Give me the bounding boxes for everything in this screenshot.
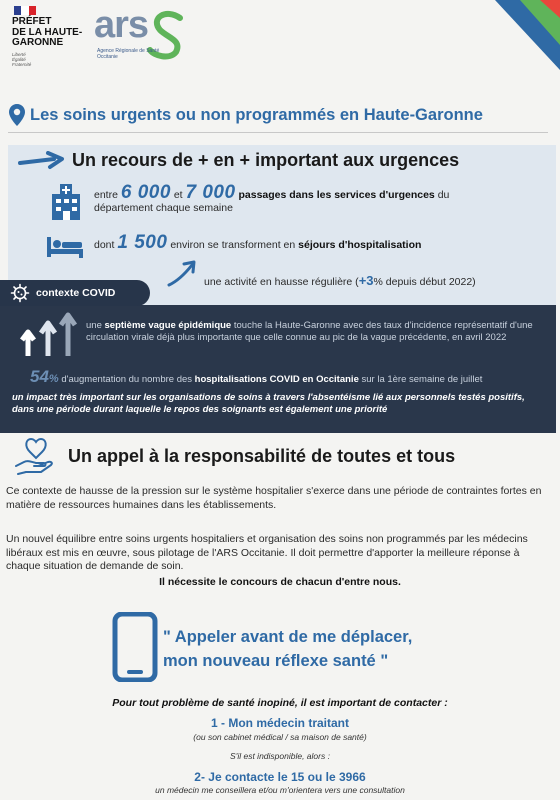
- highlight: septième vague épidémique: [104, 320, 232, 331]
- arrow-right-icon: [18, 151, 66, 171]
- prefet-line: GARONNE: [12, 37, 64, 48]
- corner-decoration: [465, 0, 560, 80]
- devise-line: Liberté: [12, 52, 26, 57]
- covid-impact: un impact très important sur les organisations de soins à travers l'absentéisme lié aux personnels testés positifs, dans une période durant laquelle le repos des soignants est également une priorité: [12, 392, 525, 415]
- step-one: 1 - Mon médecin traitant: [210, 716, 350, 730]
- text: touche la Haute-Garonne avec des taux d'incidence représentatif d'une circulation virale déjà plus importante que celle connue au pic de la vague précédente, en avril 2022: [86, 320, 533, 343]
- text: dont: [94, 239, 115, 251]
- text: et: [173, 189, 183, 201]
- prefet-line: PRÉFET: [12, 16, 52, 27]
- text: % depuis début 2022): [373, 276, 476, 288]
- section-heading-text: Un appel à la responsabilité de toutes et tous: [68, 445, 456, 466]
- ars-subtitle-line: Agence Régionale de Santé: [97, 48, 160, 54]
- ars-logo: [94, 4, 184, 63]
- highlight: hospitalisations COVID en Occitanie: [194, 374, 359, 385]
- stat-number: 6 000: [120, 182, 171, 203]
- covid-percent-line: [30, 367, 556, 387]
- covid-tag-label: contexte COVID: [36, 287, 116, 299]
- text: département chaque semaine: [94, 202, 233, 214]
- paragraph: Ce contexte de hausse de la pression sur le système hospitalier s'exerce dans une période de contraintes fortes en matière de ressources humaines dans les établissements.: [6, 485, 542, 511]
- section-heading: [18, 150, 459, 171]
- page-title-text: Les soins urgents ou non programmés en Haute-Garonne: [30, 105, 483, 124]
- map-pin-icon: [8, 103, 26, 127]
- section-heading: [14, 436, 455, 476]
- prefet-line: DE LA HAUTE-: [12, 26, 83, 38]
- stat-number: 54: [30, 367, 49, 386]
- section-heading-text: Un recours de + en + important aux urgences: [72, 150, 460, 170]
- bed-icon: [46, 234, 84, 258]
- devise-line: Fraternité: [12, 62, 32, 67]
- heart-hand-icon: [14, 436, 58, 476]
- smartphone-icon: [112, 612, 158, 682]
- prefet-logo: [12, 17, 82, 49]
- hospitalisation-line: [94, 232, 549, 253]
- fallback-text: S'il est indisponible, alors :: [230, 751, 330, 761]
- paragraph: Un nouvel équilibre entre soins urgents hospitaliers et organisation des soins non programmés par les médecins libéraux est mis en œuvre, sous pilotage de l'ARS Occitanie. Il doit permettre d'apporter la meilleure réponse à chaque situation de demande de soin.: [6, 533, 528, 572]
- ars-wordmark: ars: [94, 4, 149, 46]
- slogan-line: " Appeler avant de me déplacer,: [163, 628, 413, 646]
- hausse-line: [204, 274, 544, 289]
- stat-number: +3: [358, 273, 374, 288]
- contact-intro: Pour tout problème de santé inopiné, il est important de contacter :: [112, 697, 448, 709]
- step-one-detail: (ou son cabinet médical / sa maison de santé): [193, 732, 367, 742]
- devise: [12, 52, 31, 67]
- call-to-action: Il nécessite le concours de chacun d'entre nous.: [159, 576, 401, 588]
- covid-paragraph: [86, 320, 552, 343]
- stat-unit: %: [48, 373, 59, 385]
- hospital-icon: [48, 182, 84, 222]
- text: entre: [94, 189, 118, 201]
- divider: [8, 132, 548, 133]
- step-two-detail: un médecin me conseillera et/ou m'orientera vers une consultation: [155, 785, 405, 795]
- header: [0, 0, 560, 95]
- text: une: [86, 320, 102, 331]
- devise-line: Égalité: [12, 57, 26, 62]
- slogan-line: mon nouveau réflexe santé ": [163, 652, 389, 670]
- rising-arrows-icon: [18, 312, 78, 358]
- virus-icon: [10, 283, 30, 303]
- slogan: [163, 625, 412, 673]
- highlight: séjours d'hospitalisation: [298, 239, 422, 251]
- ars-subtitle-line: Occitanie: [97, 54, 118, 60]
- text: d'augmentation du nombre des: [61, 374, 193, 385]
- step-two: 2- Je contacte le 15 ou le 3966: [194, 770, 366, 784]
- text: sur la 1ère semaine de juillet: [361, 374, 483, 385]
- stat-number: 1 500: [117, 232, 168, 253]
- text: environ se transforment en: [170, 239, 296, 251]
- text: du: [437, 189, 450, 201]
- marianne-flag-icon: [14, 6, 36, 15]
- ars-subtitle: [97, 48, 159, 60]
- text: une activité en hausse régulière (: [204, 276, 359, 288]
- page-title: [8, 103, 538, 127]
- stat-number: 7 000: [185, 182, 236, 203]
- covid-tag: [0, 280, 150, 306]
- passages-line: [94, 182, 549, 215]
- trend-up-icon: [166, 258, 200, 288]
- highlight: passages dans les services d'urgences: [238, 189, 435, 201]
